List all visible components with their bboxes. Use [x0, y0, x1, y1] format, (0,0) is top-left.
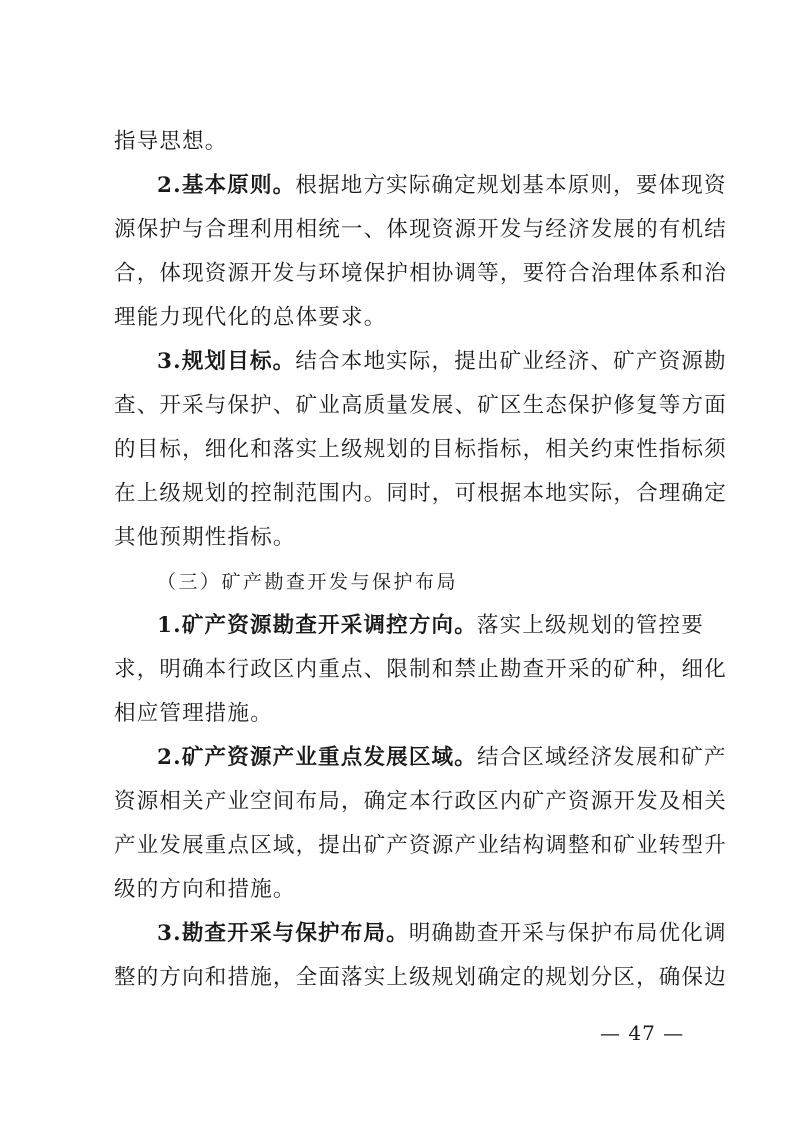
section-heading: 1.矿产资源勘查开采调控方向。 — [157, 613, 477, 638]
line-text: 级的方向和措施。 — [114, 877, 296, 902]
paragraph-line — [114, 212, 727, 248]
line-text: 理能力现代化的总体要求。 — [114, 305, 387, 330]
line-text: 查、开采与保护、矿业高质量发展、矿区生态保护修复等方面 — [114, 393, 727, 418]
line-text: 结合本地实际，提出矿业经济、矿产资源勘 — [295, 349, 727, 374]
paragraph-line — [114, 828, 727, 864]
line-text: 结合区域经济发展和矿产 — [476, 745, 727, 770]
line-text: 相应管理措施。 — [114, 701, 273, 726]
line-text: 根据地方实际确定规划基本原则，要体现资 — [295, 173, 727, 198]
paragraph-line — [114, 784, 727, 820]
section-heading: 3.勘查开采与保护布局。 — [157, 921, 409, 946]
paragraph-line — [114, 476, 727, 512]
paragraph-line — [114, 696, 684, 732]
section-heading: 2.矿产资源产业重点发展区域。 — [157, 745, 477, 770]
line-text: 合，体现资源开发与环境保护相协调等，要符合治理体系和治 — [114, 261, 727, 286]
paragraph-line — [157, 168, 727, 204]
section-heading: 3.规划目标。 — [157, 349, 296, 374]
paragraph-line — [114, 520, 684, 556]
line-text: 明确勘查开采与保护布局优化调 — [408, 921, 727, 946]
line-text: 产业发展重点区域，提出矿产资源产业结构调整和矿业转型升 — [114, 833, 727, 858]
line-text: 其他预期性指标。 — [114, 525, 296, 550]
paragraph-line — [114, 124, 684, 160]
paragraph-line — [114, 872, 684, 908]
subsection-title — [157, 564, 684, 600]
line-text: （三）矿产勘查开发与保护布局 — [157, 571, 459, 593]
line-text: 资源相关产业空间布局，确定本行政区内矿产资源开发及相关 — [114, 789, 727, 814]
paragraph-line — [114, 256, 727, 292]
paragraph-line — [157, 740, 727, 776]
paragraph-line — [114, 388, 727, 424]
paragraph-line — [114, 652, 727, 688]
line-text: 求，明确本行政区内重点、限制和禁止勘查开采的矿种，细化 — [114, 657, 727, 682]
section-heading: 2.基本原则。 — [157, 173, 296, 198]
line-text: 在上级规划的控制范围内。同时，可根据本地实际，合理确定 — [114, 481, 727, 506]
paragraph-line — [114, 300, 684, 336]
line-text: 源保护与合理利用相统一、体现资源开发与经济发展的有机结 — [114, 217, 727, 242]
paragraph-line — [157, 608, 704, 644]
line-text: 整的方向和措施，全面落实上级规划确定的规划分区，确保边 — [114, 965, 727, 990]
paragraph-line — [114, 432, 727, 468]
line-text: 的目标，细化和落实上级规划的目标指标，相关约束性指标须 — [114, 437, 727, 462]
paragraph-line — [157, 916, 727, 952]
paragraph-line — [114, 960, 727, 996]
line-text: 指导思想。 — [114, 129, 228, 154]
page-number: — 47 — — [600, 1021, 685, 1045]
line-text: 落实上级规划的管控要 — [476, 613, 704, 638]
paragraph-line — [157, 344, 727, 380]
